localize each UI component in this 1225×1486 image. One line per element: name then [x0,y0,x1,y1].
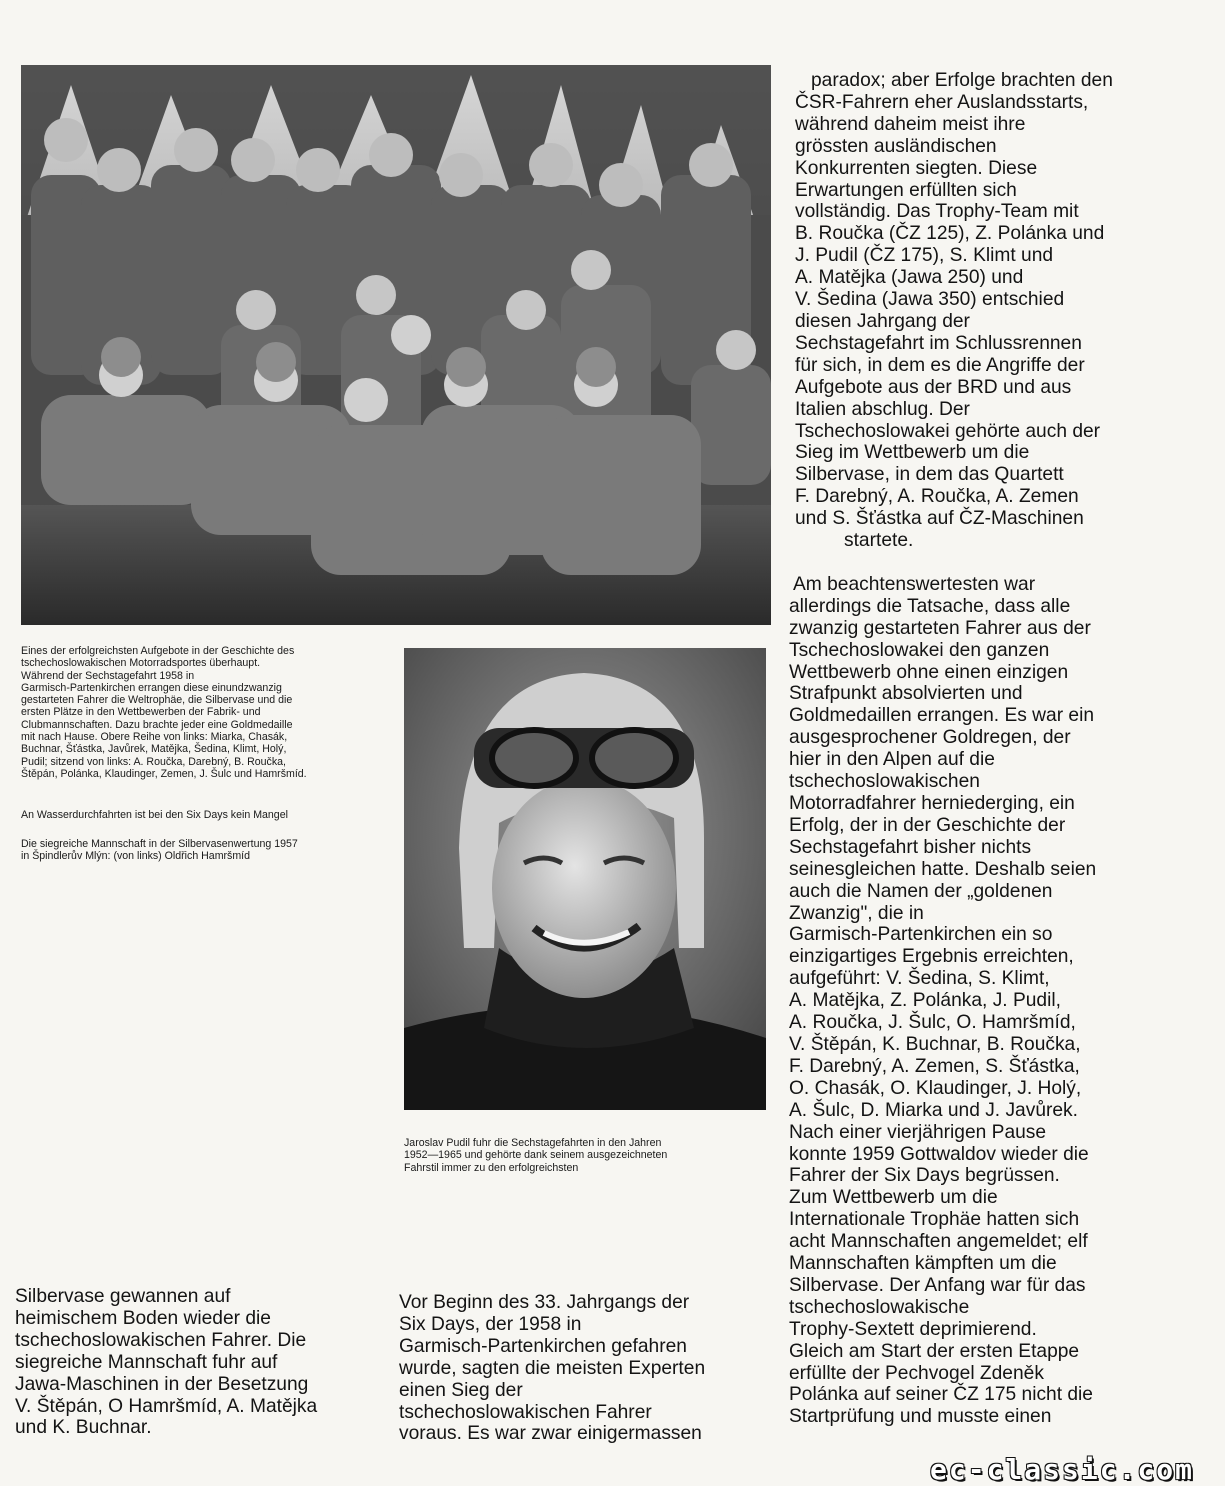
text-line: ČSR-Fahrern eher Auslandsstarts, [795,91,1089,113]
text-line: paradox; aber Erfolge brachten den [811,70,1113,91]
text-line: Sechstagefahrt bisher nichts [789,836,1032,858]
caption-line: gestarteten Fahrer die Weltrophäe, die Silbervase und die [21,694,293,707]
text-line: Silbervase. Der Anfang war für das [789,1274,1086,1296]
text-line: auch die Namen der „goldenen [789,880,1053,902]
text-line: ausgesprochener Goldregen, der [789,727,1071,749]
text-line: A. Šulc, D. Miarka und J. Javůrek. [789,1099,1078,1121]
site-watermark: ec-classic.com [930,1453,1195,1486]
text-line: Silbervase, in dem das Quartett [795,464,1064,486]
text-line: einzigartiges Ergebnis erreichten, [789,946,1074,968]
text-line: B. Roučka (ČZ 125), Z. Polánka und [795,223,1105,245]
text-line: diesen Jahrgang der [795,310,970,332]
text-line: Am beachtenswertesten war [793,573,1036,595]
text-line: A. Matějka (Jawa 250) und [795,267,1024,289]
text-line: Fahrer der Six Days begrüssen. [789,1165,1060,1187]
caption-line: Pudil; sitzend von links: A. Roučka, Darebný, B. Roučka, [21,755,286,768]
text-line: Erfolg, der in der Geschichte der [789,814,1066,836]
text-line: seinesgleichen hatte. Deshalb seien [789,858,1097,880]
team-photo [21,65,771,625]
caption-line: ersten Plätze in den Wettbewerben der Fabrik- und [21,706,261,719]
caption-line: Buchnar, Šťástka, Javůrek, Matějka, Šedina, Klimt, Holý, [21,743,287,756]
caption-line: Štěpán, Polánka, Klaudinger, Zemen, J. Šulc und Hamršmíd. [21,767,307,780]
text-line: Garmisch-Partenkirchen ein so [789,924,1053,946]
text-line: voraus. Es war zwar einigermassen [399,1423,702,1445]
text-line: F. Darebný, A. Roučka, A. Zemen [795,486,1079,508]
text-line: siegreiche Mannschaft fuhr auf [15,1351,278,1373]
right-column-text [789,70,1214,1428]
text-line: Silbervase gewannen auf [15,1286,231,1307]
text-line: F. Darebný, A. Zemen, S. Šťástka, [789,1055,1080,1077]
text-line: Nach einer vierjährigen Pause [789,1121,1047,1143]
caption-line: Die siegreiche Mannschaft in der Silbervasenwertung 1957 [21,838,298,850]
caption-line: Clubmannschaften. Dazu brachte jeder eine Goldmedaille [21,718,293,731]
text-line: Italien abschlug. Der [795,398,970,420]
text-line: Tschechoslowakei den ganzen [789,639,1050,661]
text-line: tschechoslowakische [789,1296,970,1318]
text-line: Motorradfahrer herniederging, ein [789,793,1075,814]
text-line: Sechstagefahrt im Schlussrennen [795,332,1082,354]
text-line: Wettbewerb ohne einen einzigen [789,661,1069,683]
text-line: hier in den Alpen auf die [789,749,995,771]
text-line: Erwartungen erfüllten sich [795,179,1017,201]
text-line: Startprüfung und musste einen [789,1406,1052,1428]
text-line: V. Štěpán, O Hamršmíd, A. Matějka [15,1395,318,1417]
text-line: für sich, in dem es die Angriffe der [795,354,1085,376]
text-line: Tschechoslowakei gehörte auch der [795,420,1101,442]
caption-line: Garmisch-Partenkirchen errangen diese einundzwanzig [21,681,282,694]
caption-line: in Špindlerův Mlýn: (von links) Oldřich Hamršmíd [21,850,251,863]
caption-line: Jaroslav Pudil fuhr die Sechstagefahrten in den Jahren [404,1137,662,1149]
text-line: V. Štěpán, K. Buchnar, B. Roučka, [789,1033,1081,1055]
text-line: Sieg im Wettbewerb um die [795,442,1030,464]
text-line: startete. [844,530,914,552]
text-line: Goldmedaillen errangen. Es war ein [789,705,1095,727]
text-line: und S. Šťástka auf ČZ-Maschinen [795,508,1084,530]
text-line: Jawa-Maschinen in der Besetzung [15,1373,309,1395]
text-line: aufgeführt: V. Šedina, S. Klimt, [789,968,1050,990]
text-line: Konkurrenten siegten. Diese [795,157,1038,179]
caption-line: Fahrstil immer zu den erfolgreichsten [404,1161,579,1174]
text-line: Garmisch-Partenkirchen gefahren [399,1335,687,1357]
text-line: Vor Beginn des 33. Jahrgangs der [399,1292,690,1313]
text-line: Gleich am Start der ersten Etappe [789,1340,1080,1362]
caption-line: tschechoslowakischen Motorradsportes überhaupt. [21,657,261,670]
text-line: Aufgebote aus der BRD und aus [795,376,1072,398]
text-line: während daheim meist ihre [795,113,1026,135]
middle-column-text [399,1292,779,1445]
text-line: Zum Wettbewerb um die [789,1187,998,1209]
text-line: vollständig. Das Trophy-Team mit [795,201,1079,223]
text-line: tschechoslowakischen [789,771,980,793]
text-line: J. Pudil (ČZ 175), S. Klimt und [795,245,1054,267]
text-line: tschechoslowakischen Fahrer. Die [15,1329,307,1351]
text-line: und K. Buchnar. [15,1417,152,1439]
paragraph-gap [789,552,1214,574]
text-line: Trophy-Sextett deprimierend. [789,1318,1037,1340]
text-line: Internationale Trophäe hatten sich [789,1209,1080,1231]
text-line: V. Šedina (Jawa 350) entschied [795,289,1065,311]
team-photo-caption [21,645,391,780]
text-line: Six Days, der 1958 in [399,1313,582,1335]
text-line: O. Chasák, O. Klaudinger, J. Holý, [789,1077,1082,1099]
caption-line: Während der Sechstagefahrt 1958 in [21,669,195,682]
text-line: Strafpunkt absolvierten und [789,683,1023,705]
text-line: heimischem Boden wieder die [15,1307,271,1329]
team-photo-art [21,65,771,625]
text-line: Zwanzig", die in [789,902,924,924]
text-line: grössten ausländischen [795,135,997,157]
vase-caption [21,838,391,863]
left-column-text [15,1286,385,1439]
portrait-photo-art [404,648,766,1110]
water-caption: An Wasserdurchfahrten ist bei den Six Days kein Mangel [21,809,288,821]
text-line: tschechoslowakischen Fahrer [399,1401,652,1423]
text-line: acht Mannschaften angemeldet; elf [789,1231,1088,1253]
caption-line: mit nach Hause. Obere Reihe von links: Miarka, Chasák, [21,731,288,744]
text-line: einen Sieg der [399,1379,523,1401]
text-line: A. Matějka, Z. Polánka, J. Pudil, [789,990,1061,1012]
text-line: A. Roučka, J. Šulc, O. Hamršmíd, [789,1012,1076,1034]
text-line: allerdings die Tatsache, dass alle [789,595,1071,617]
text-line: erfüllte der Pechvogel Zdeněk [789,1362,1044,1384]
pudil-caption [404,1137,774,1174]
caption-line: 1952—1965 und gehörte dank seinem ausgezeichneten [404,1149,668,1162]
caption-line: Eines der erfolgreichsten Aufgebote in der Geschichte des [21,645,295,657]
text-line: Polánka auf seiner ČZ 175 nicht die [789,1384,1093,1406]
portrait-photo [404,648,766,1110]
text-line: Mannschaften kämpften um die [789,1253,1057,1275]
text-line: wurde, sagten die meisten Experten [399,1357,706,1379]
text-line: zwanzig gestarteten Fahrer aus der [789,617,1091,639]
text-line: konnte 1959 Gottwaldov wieder die [789,1143,1089,1165]
